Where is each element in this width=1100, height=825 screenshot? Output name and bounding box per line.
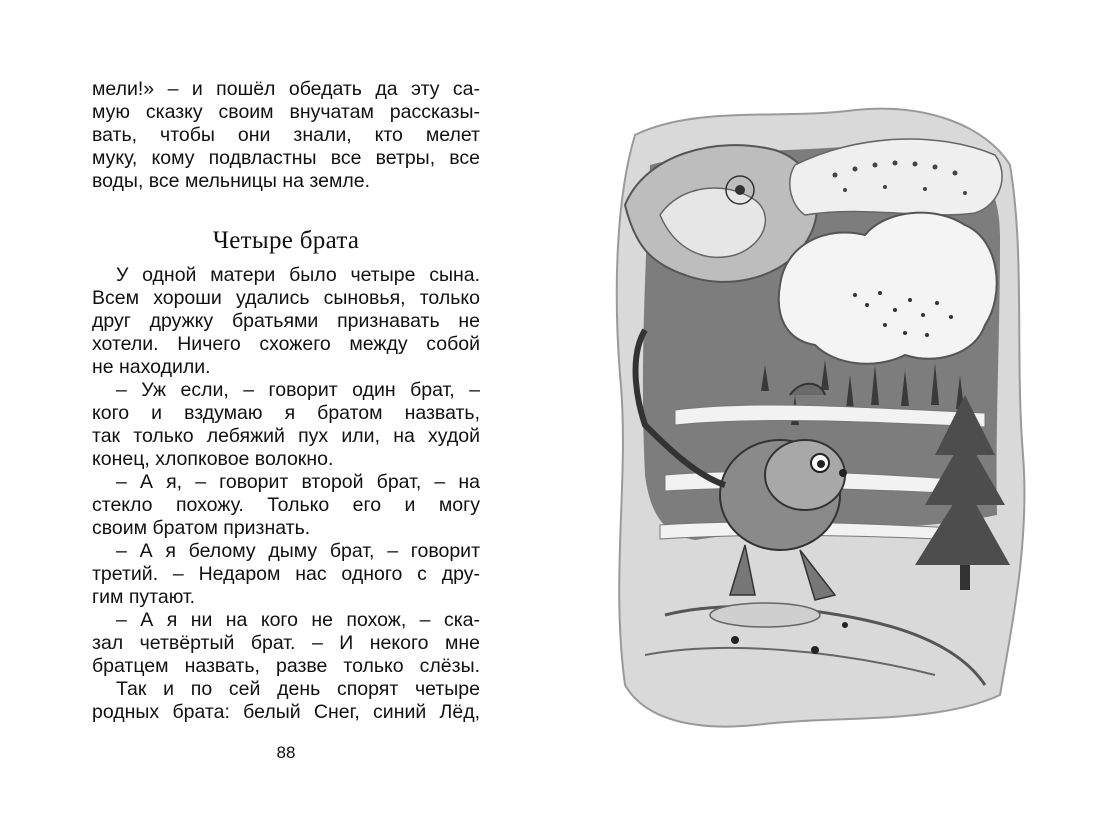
text-line: У одной матери было четыре сына. <box>116 264 480 286</box>
text-line: – А я, – говорит второй брат, – на <box>116 471 480 493</box>
text-line: воды, все мельницы на земле. <box>92 170 370 192</box>
text-line: кого и вздумаю я братом назвать, <box>92 402 480 424</box>
text-line: родных брата: белый Снег, синий Лёд, <box>92 701 480 723</box>
text-line: – А я белому дыму брат, – говорит <box>116 540 480 562</box>
chapter-title: Четыре брата <box>212 227 360 254</box>
text-line: своим братом признать. <box>92 517 311 539</box>
text-line: муку, кому подвластны все ветры, все <box>92 147 480 169</box>
text-line: третий. – Недаром нас одного с дру- <box>92 563 480 585</box>
intro-paragraph <box>92 78 480 193</box>
text-line: мели!» – и пошёл обедать да эту са- <box>92 78 480 100</box>
text-line: Всем хороши удались сыновья, только <box>92 287 480 309</box>
text-line: – Уж если, – говорит один брат, – <box>116 379 480 401</box>
text-line: конец, хлопковое волокно. <box>92 448 334 470</box>
text-line: так только лебяжий пух или, на худой <box>92 425 480 447</box>
text-line: вать, чтобы они знали, кто мелет <box>92 124 480 146</box>
text-line: братцем назвать, разве только слёзы. <box>92 655 480 677</box>
text-line: – А я ни на кого не похож, – ска- <box>116 609 480 631</box>
text-line: зал четвёртый брат. – И некого мне <box>92 632 480 654</box>
text-line: не находили. <box>92 356 211 378</box>
text-line: Так и по сей день спорят четыре <box>116 678 480 700</box>
text-line: гим путают. <box>92 586 196 608</box>
text-line: мую сказку своим внучатам рассказы- <box>92 101 480 123</box>
text-line: хотели. Ничего схожего между собой <box>92 333 480 355</box>
story-text <box>92 264 480 724</box>
text-line: друг дружку братьями признавать не <box>92 310 480 332</box>
page-number: 88 <box>276 743 296 762</box>
ink-watercolor-illustration-icon <box>605 95 1030 735</box>
text-line: стекло похожу. Только его и могу <box>92 494 480 516</box>
